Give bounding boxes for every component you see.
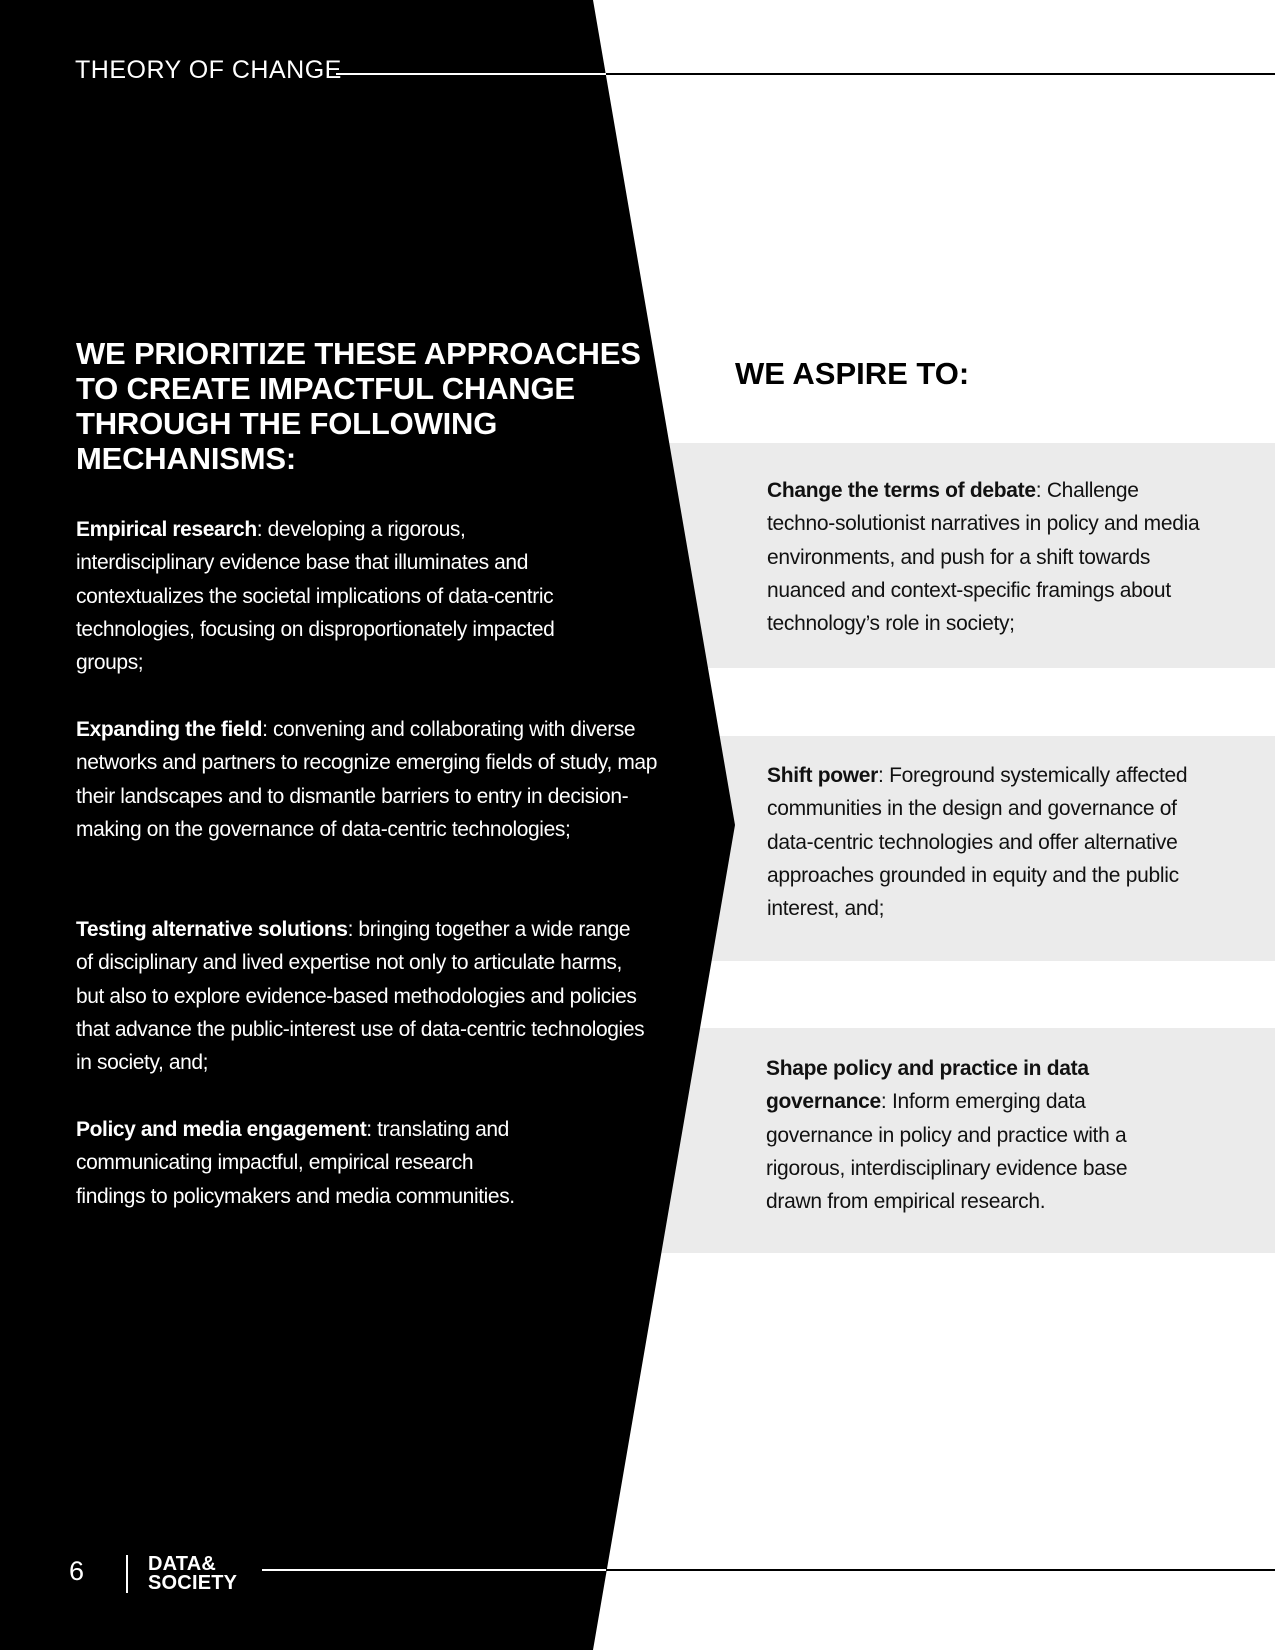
aspiration-text: : Inform emerging data governance in policy and practice with a rigorous, interdisciplinary evidence base drawn from empirical research. (766, 1090, 1128, 1214)
aspiration-term: Shift power (767, 764, 879, 787)
mechanism-text: : translating and communicating impactful, empirical research findings to policymakers and media communities. (76, 1118, 515, 1208)
footer-rule-light (262, 1569, 606, 1571)
mechanism-item (76, 713, 664, 846)
aspiration-text: : Challenge techno-solutionist narratives in policy and media environments, and push for a shift towards nuanced and context-specific framings about technology’s role in society; (767, 479, 1200, 636)
mechanism-term: Empirical research (76, 518, 257, 541)
section-title: THEORY OF CHANGE (75, 56, 342, 84)
logo-line-1: DATA& (148, 1553, 217, 1575)
mechanism-item (76, 1113, 516, 1213)
header-rule-dark (606, 73, 1275, 75)
mechanism-text: : convening and collaborating with diverse networks and partners to recognize emerging fields of study, map their landscapes and to dismantle barriers to entry in decision-making on the governance of data-centric technologies; (76, 718, 657, 841)
aspiration-term: Shape policy and practice in data governance (766, 1057, 1089, 1114)
mechanism-text: : bringing together a wide range of disciplinary and lived expertise not only to articulate harms, but also to explore evidence-based methodologies and policies that advance the public-interest use of data-centric technologies in society, and; (76, 918, 645, 1075)
footer-rule-dark (606, 1569, 1275, 1571)
data-and-society-logo (148, 1555, 237, 1593)
header-rule-light (336, 73, 606, 75)
aspiration-item (767, 759, 1197, 925)
aspiration-term: Change the terms of debate (767, 479, 1036, 502)
aspirations-heading: WE ASPIRE TO: (735, 356, 970, 391)
page-number: 6 (69, 1556, 85, 1586)
logo-line-2: SOCIETY (148, 1572, 238, 1594)
mechanism-item (76, 913, 648, 1079)
aspiration-item (766, 1052, 1166, 1218)
mechanism-item (76, 513, 576, 679)
aspiration-text: : Foreground systemically affected communities in the design and governance of data-centric technologies and offer alternative approaches grounded in equity and the public interest, and; (767, 764, 1188, 921)
logo-divider (126, 1555, 128, 1593)
mechanisms-heading: WE PRIORITIZE THESE APPROACHES TO CREATE IMPACTFUL CHANGE THROUGH THE FOLLOWING MECHANISMS: (76, 336, 641, 476)
mechanism-term: Testing alternative solutions (76, 918, 348, 941)
mechanism-text: : developing a rigorous, interdisciplinary evidence base that illuminates and contextualizes the societal implications of data-centric technologies, focusing on disproportionately impacted groups; (76, 518, 555, 675)
mechanism-term: Policy and media engagement (76, 1118, 367, 1141)
mechanism-term: Expanding the field (76, 718, 263, 741)
aspiration-item (767, 474, 1212, 640)
